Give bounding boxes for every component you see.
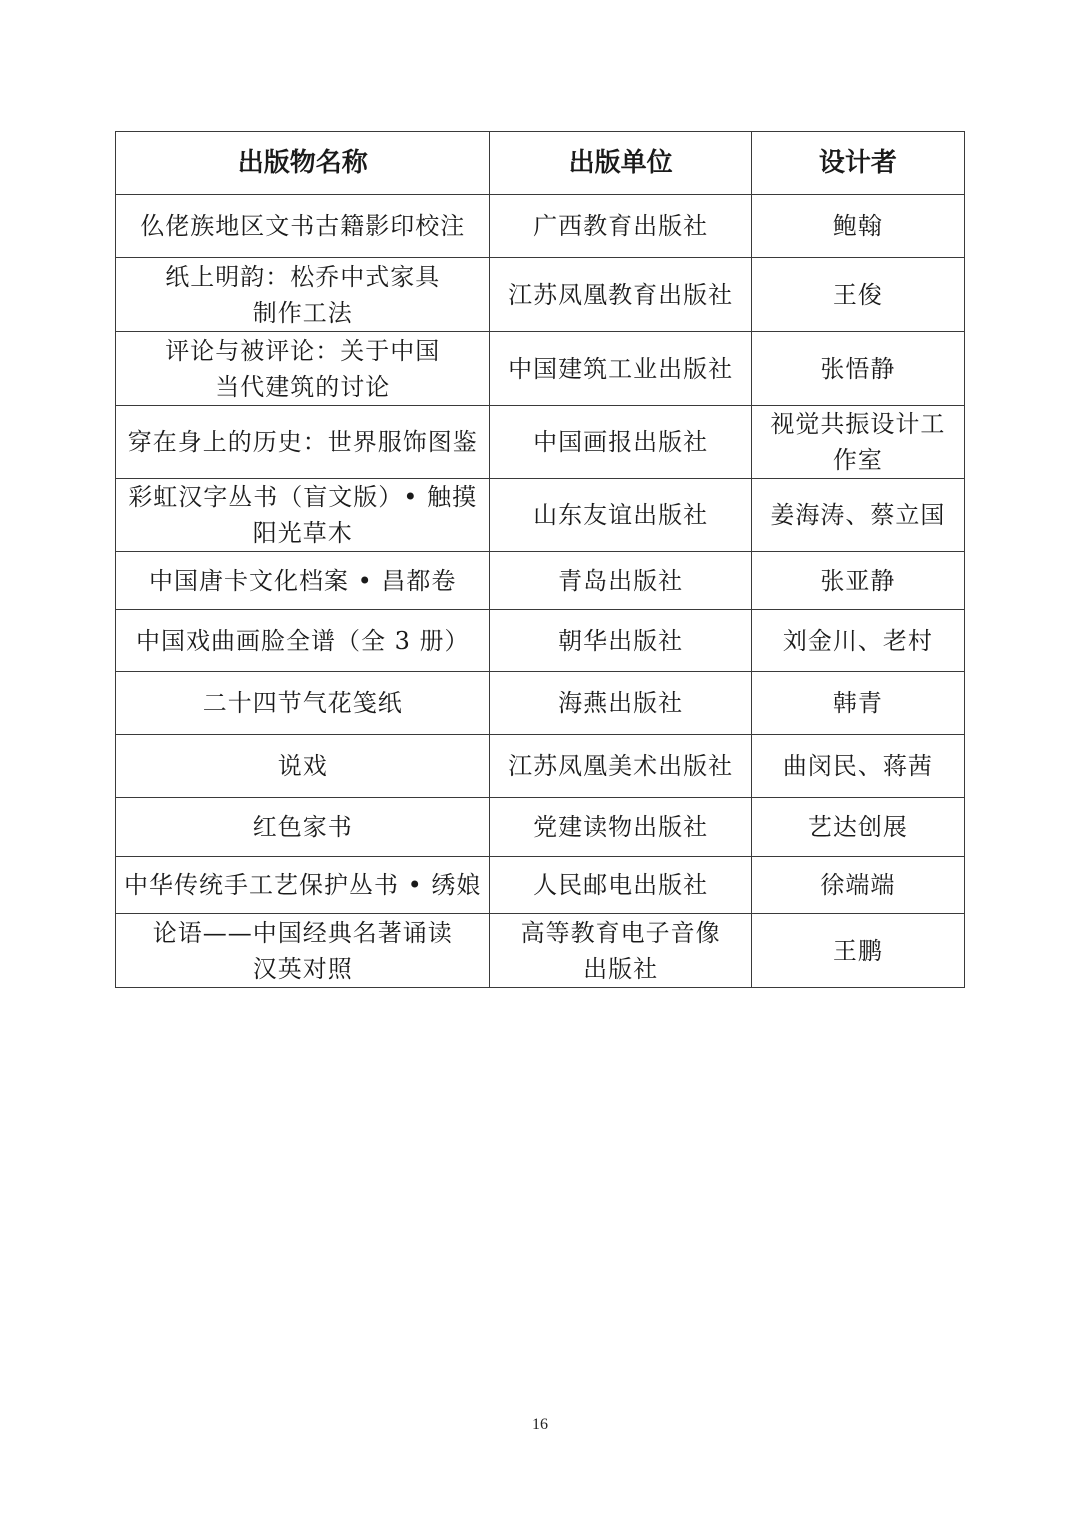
table-row: [116, 798, 965, 857]
cell-title-text: 说戏: [277, 752, 328, 780]
table-row: [116, 258, 965, 332]
table-row: [116, 610, 965, 672]
cell-publisher-text: 党建读物出版社: [533, 813, 709, 841]
cell-title-text: 纸上明韵：松乔中式家具 制作工法: [165, 262, 441, 327]
cell-designer: [751, 258, 964, 332]
cell-designer: [751, 479, 964, 552]
cell-publisher-text: 朝华出版社: [558, 626, 684, 655]
cell-title: [116, 914, 490, 988]
cell-publisher-text: 海燕出版社: [558, 689, 684, 717]
cell-designer-text: 韩青: [832, 689, 883, 717]
cell-designer-text: 王鹏: [832, 936, 883, 965]
table-row: [116, 735, 965, 798]
cell-designer: [751, 610, 964, 672]
cell-publisher: [490, 914, 751, 988]
cell-title: [116, 195, 490, 258]
cell-publisher: [490, 479, 751, 552]
page-number: 16: [532, 1416, 548, 1433]
cell-designer-text: 曲闵民、蒋茜: [782, 752, 933, 780]
cell-title-text: 红色家书: [252, 813, 353, 841]
cell-designer-text: 张亚静: [820, 566, 896, 595]
cell-designer: [751, 672, 964, 735]
cell-designer: [751, 406, 964, 479]
cell-publisher: [490, 552, 751, 610]
cell-title-text: 评论与被评论：关于中国 当代建筑的讨论: [165, 336, 441, 401]
cell-publisher-text: 人民邮电出版社: [533, 871, 709, 899]
table-row: [116, 552, 965, 610]
cell-designer: [751, 195, 964, 258]
table-row: [116, 479, 965, 552]
cell-publisher: [490, 258, 751, 332]
cell-publisher-text: 广西教育出版社: [533, 212, 709, 240]
cell-publisher-text: 中国画报出版社: [533, 428, 709, 456]
header-designer: 设计者: [751, 132, 964, 195]
cell-title: [116, 332, 490, 406]
cell-publisher: [490, 672, 751, 735]
cell-designer-text: 张悟静: [820, 354, 896, 383]
cell-designer: [751, 857, 964, 914]
cell-designer-text: 艺达创展: [807, 813, 908, 841]
cell-title-text: 中国唐卡文化档案 • 昌都卷: [149, 566, 457, 595]
cell-publisher: [490, 332, 751, 406]
cell-designer-text: 视觉共振设计工 作室: [770, 410, 946, 474]
cell-designer-text: 鲍翰: [832, 212, 883, 240]
cell-publisher-text: 江苏凤凰美术出版社: [508, 752, 734, 780]
table-row: [116, 672, 965, 735]
cell-title: [116, 857, 490, 914]
table-body: [116, 195, 965, 988]
cell-title-text: 中华传统手工艺保护丛书 • 绣娘: [124, 871, 482, 899]
cell-designer-text: 姜海涛、蔡立国: [770, 501, 946, 529]
cell-title: [116, 735, 490, 798]
header-title: 出版物名称: [116, 132, 490, 195]
publications-table: [115, 131, 965, 988]
cell-designer-text: 刘金川、老村: [782, 626, 933, 655]
cell-designer: [751, 332, 964, 406]
cell-title: [116, 258, 490, 332]
cell-publisher-text: 江苏凤凰教育出版社: [508, 280, 734, 309]
cell-publisher-text: 山东友谊出版社: [533, 501, 709, 529]
cell-designer-text: 王俊: [832, 280, 883, 309]
table-row: [116, 195, 965, 258]
cell-title: [116, 798, 490, 857]
cell-title-text: 仫佬族地区文书古籍影印校注: [140, 212, 466, 240]
cell-title: [116, 479, 490, 552]
cell-publisher: [490, 857, 751, 914]
cell-publisher-text: 中国建筑工业出版社: [508, 354, 734, 383]
cell-title: [116, 406, 490, 479]
cell-title-text: 二十四节气花笺纸: [202, 689, 403, 717]
cell-title-text: 论语——中国经典名著诵读 汉英对照: [152, 918, 453, 983]
cell-title-text: 中国戏曲画脸全谱（全 3 册）: [135, 626, 470, 655]
cell-title: [116, 672, 490, 735]
cell-publisher: [490, 610, 751, 672]
table-row: [116, 406, 965, 479]
cell-title-text: 彩虹汉字丛书（盲文版）• 触摸 阳光草木: [128, 483, 478, 547]
cell-title: [116, 552, 490, 610]
table-row: [116, 857, 965, 914]
cell-title-text: 穿在身上的历史：世界服饰图鉴: [127, 428, 478, 456]
table-row: [116, 914, 965, 988]
table-row: [116, 332, 965, 406]
cell-title: [116, 610, 490, 672]
cell-publisher-text: 高等教育电子音像 出版社: [520, 918, 721, 983]
cell-publisher-text: 青岛出版社: [558, 566, 684, 595]
cell-designer: [751, 798, 964, 857]
cell-designer-text: 徐端端: [820, 871, 896, 899]
cell-publisher: [490, 798, 751, 857]
header-publisher: 出版单位: [490, 132, 751, 195]
cell-publisher: [490, 735, 751, 798]
cell-designer: [751, 914, 964, 988]
cell-designer: [751, 552, 964, 610]
cell-publisher: [490, 406, 751, 479]
cell-publisher: [490, 195, 751, 258]
table-header-row: [116, 132, 965, 195]
cell-designer: [751, 735, 964, 798]
